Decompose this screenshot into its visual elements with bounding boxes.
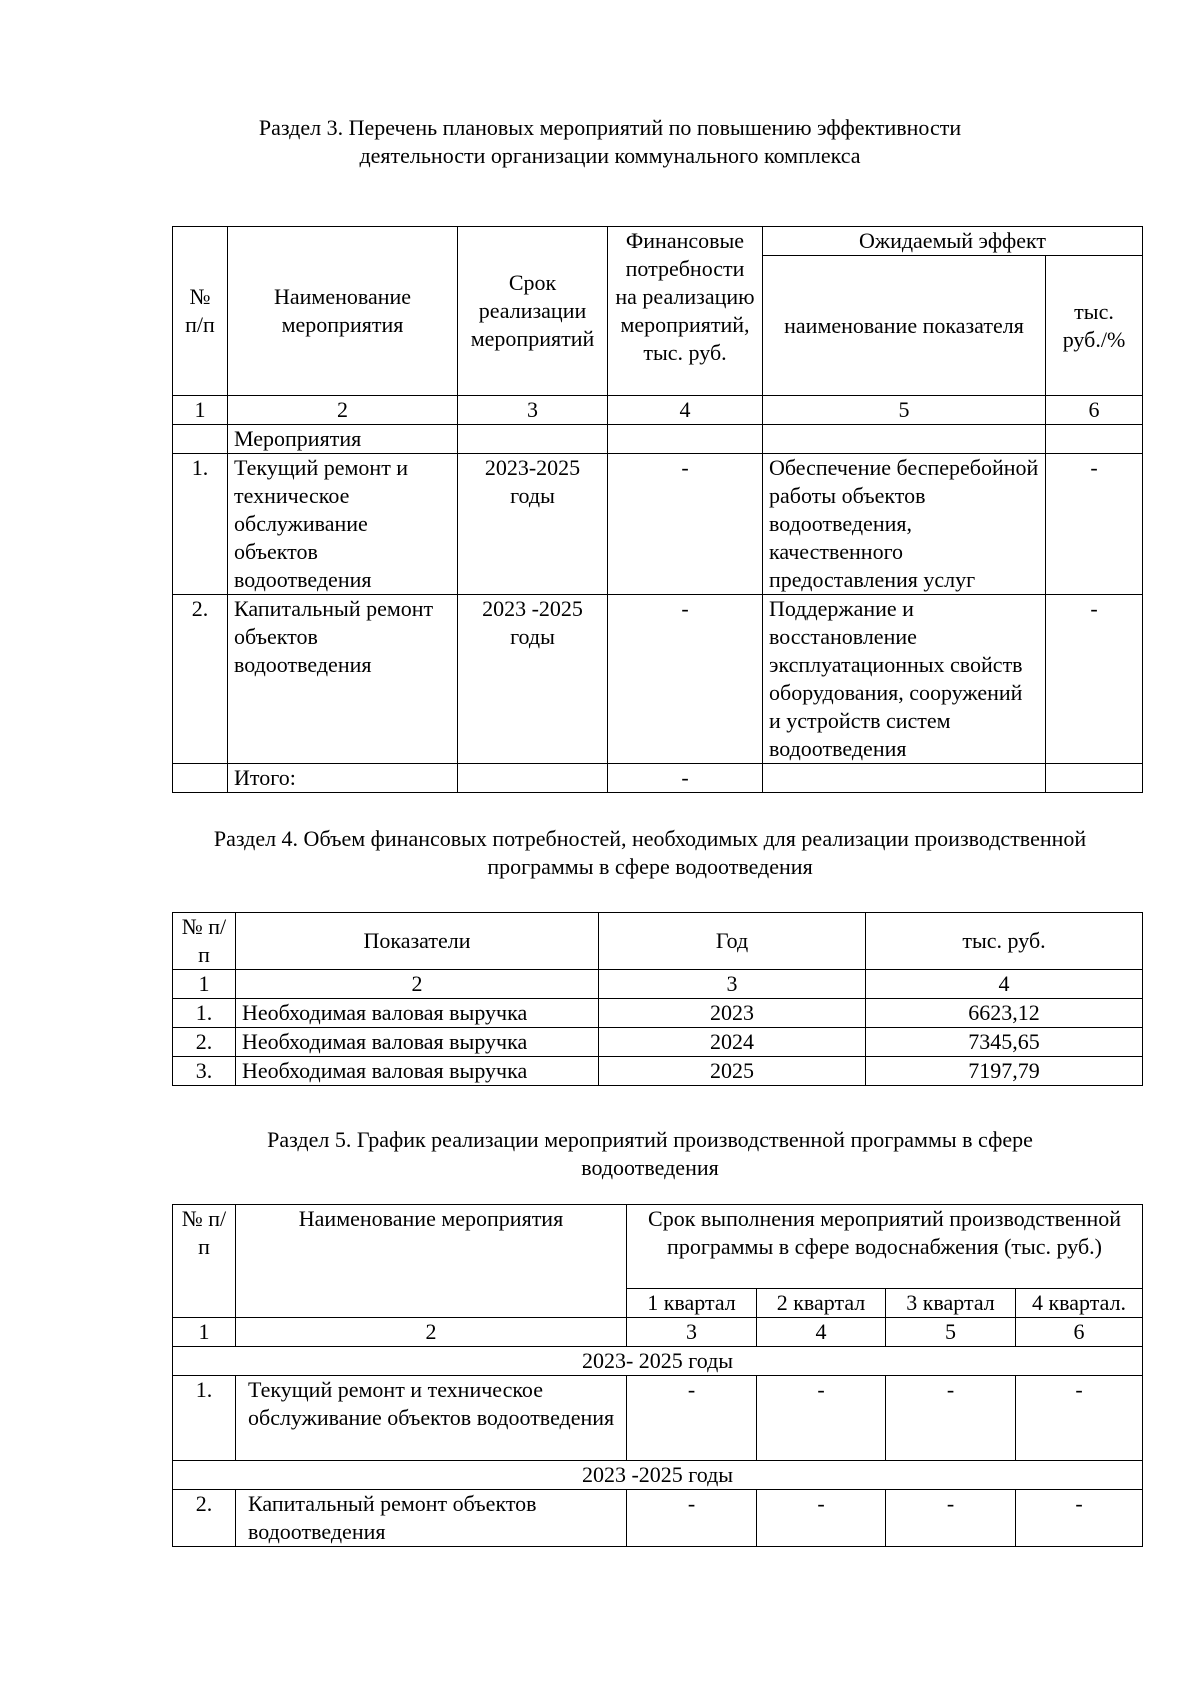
section4-table bbox=[172, 912, 1143, 1086]
row-num: 2. bbox=[173, 1490, 236, 1547]
row-q1: - bbox=[627, 1490, 757, 1547]
s5-header-q3: 3 квартал bbox=[886, 1289, 1016, 1318]
s3-total-finance: - bbox=[608, 764, 763, 793]
table-row bbox=[173, 1057, 1143, 1086]
s5-colnum: 3 bbox=[627, 1318, 757, 1347]
s3-header-finance: Финансовые потребности на реализацию мероприятий, тыс. руб. bbox=[608, 227, 763, 396]
s3-group-label: Мероприятия bbox=[228, 425, 458, 454]
row-amount: 6623,12 bbox=[866, 999, 1143, 1028]
row-year: 2024 bbox=[599, 1028, 866, 1057]
s5-group-row bbox=[173, 1347, 1143, 1376]
s5-header-term: Срок выполнения мероприятий производственной программы в сфере водоснабжения (тыс. руб.) bbox=[627, 1205, 1143, 1289]
row-term: 2023-2025 годы bbox=[458, 454, 608, 595]
s4-col-numbers-row bbox=[173, 970, 1143, 999]
row-q3: - bbox=[886, 1376, 1016, 1461]
row-finance: - bbox=[608, 454, 763, 595]
s3-header-term: Срок реализации мероприятий bbox=[458, 227, 608, 396]
s4-header-amount: тыс. руб. bbox=[866, 913, 1143, 970]
s5-colnum: 4 bbox=[757, 1318, 886, 1347]
row-indicator: Поддержание и восстановление эксплуатационных свойств оборудования, сооружений и устройств систем водоотведения bbox=[763, 595, 1046, 764]
row-year: 2025 bbox=[599, 1057, 866, 1086]
row-name: Необходимая валовая выручка bbox=[236, 1057, 599, 1086]
table-row bbox=[173, 595, 1143, 764]
table-row bbox=[173, 454, 1143, 595]
s4-header-year: Год bbox=[599, 913, 866, 970]
row-value: - bbox=[1046, 454, 1143, 595]
s4-header-indicators: Показатели bbox=[236, 913, 599, 970]
s5-group-label: 2023- 2025 годы bbox=[173, 1347, 1143, 1376]
s4-header-num: № п/п bbox=[173, 913, 236, 970]
s3-header-num: № п/п bbox=[173, 227, 228, 396]
s3-total-label: Итого: bbox=[228, 764, 458, 793]
s5-colnum: 2 bbox=[236, 1318, 627, 1347]
s3-group-row bbox=[173, 425, 1143, 454]
row-name: Капитальный ремонт объектов водоотведения bbox=[236, 1490, 627, 1547]
s3-colnum: 4 bbox=[608, 396, 763, 425]
s3-total-row bbox=[173, 764, 1143, 793]
s5-group-row bbox=[173, 1461, 1143, 1490]
table-row bbox=[173, 1376, 1143, 1461]
s5-colnum: 1 bbox=[173, 1318, 236, 1347]
row-value: - bbox=[1046, 595, 1143, 764]
s3-col-numbers-row bbox=[173, 396, 1143, 425]
s3-header-effect: Ожидаемый эффект bbox=[763, 227, 1143, 256]
section5-table bbox=[172, 1204, 1143, 1547]
row-q3: - bbox=[886, 1490, 1016, 1547]
row-num: 2. bbox=[173, 1028, 236, 1057]
row-year: 2023 bbox=[599, 999, 866, 1028]
s5-colnum: 6 bbox=[1016, 1318, 1143, 1347]
s5-header-q1: 1 квартал bbox=[627, 1289, 757, 1318]
row-name: Текущий ремонт и техническое обслуживание объектов водоотведения bbox=[236, 1376, 627, 1461]
section5-title bbox=[160, 1126, 1140, 1182]
row-q1: - bbox=[627, 1376, 757, 1461]
s4-colnum: 1 bbox=[173, 970, 236, 999]
s3-colnum: 5 bbox=[763, 396, 1046, 425]
section4-title-line1: Раздел 4. Объем финансовых потребностей, необходимых для реализации производственной bbox=[213, 826, 1087, 851]
s4-colnum: 3 bbox=[599, 970, 866, 999]
table-row bbox=[173, 999, 1143, 1028]
section3-title bbox=[160, 114, 1060, 170]
row-q4: - bbox=[1016, 1490, 1143, 1547]
row-num: 3. bbox=[173, 1057, 236, 1086]
s5-header-q4: 4 квартал. bbox=[1016, 1289, 1143, 1318]
row-name: Капитальный ремонт объектов водоотведения bbox=[228, 595, 458, 764]
s5-colnum: 5 bbox=[886, 1318, 1016, 1347]
row-amount: 7345,65 bbox=[866, 1028, 1143, 1057]
row-name: Необходимая валовая выручка bbox=[236, 1028, 599, 1057]
s3-header-name: Наименование мероприятия bbox=[228, 227, 458, 396]
table-row bbox=[173, 1028, 1143, 1057]
section3-title-line2: деятельности организации коммунального комплекса bbox=[359, 143, 861, 168]
row-num: 1. bbox=[173, 1376, 236, 1461]
row-amount: 7197,79 bbox=[866, 1057, 1143, 1086]
row-num: 1. bbox=[173, 999, 236, 1028]
row-indicator: Обеспечение бесперебойной работы объектов водоотведения, качественного предоставления услуг bbox=[763, 454, 1046, 595]
section4-title-line2: программы в сфере водоотведения bbox=[487, 854, 813, 879]
s5-group-label: 2023 -2025 годы bbox=[173, 1461, 1143, 1490]
row-q4: - bbox=[1016, 1376, 1143, 1461]
table-row bbox=[173, 1490, 1143, 1547]
s3-colnum: 3 bbox=[458, 396, 608, 425]
s4-colnum: 4 bbox=[866, 970, 1143, 999]
s3-colnum: 6 bbox=[1046, 396, 1143, 425]
section5-title-line1: Раздел 5. График реализации мероприятий производственной программы в сфере bbox=[267, 1127, 1033, 1152]
s3-colnum: 1 bbox=[173, 396, 228, 425]
s3-colnum: 2 bbox=[228, 396, 458, 425]
s3-header-indicator: наименование показателя bbox=[763, 256, 1046, 396]
section3-title-line1: Раздел 3. Перечень плановых мероприятий по повышению эффективности bbox=[258, 115, 962, 140]
row-finance: - bbox=[608, 595, 763, 764]
section3-table bbox=[172, 226, 1143, 793]
s5-header-name: Наименование мероприятия bbox=[236, 1205, 627, 1318]
s5-col-numbers-row bbox=[173, 1318, 1143, 1347]
row-num: 1. bbox=[173, 454, 228, 595]
section4-title bbox=[140, 825, 1160, 881]
row-term: 2023 -2025 годы bbox=[458, 595, 608, 764]
row-num: 2. bbox=[173, 595, 228, 764]
s3-header-value: тыс. руб./% bbox=[1046, 256, 1143, 396]
section5-title-line2: водоотведения bbox=[581, 1155, 719, 1180]
s4-colnum: 2 bbox=[236, 970, 599, 999]
row-q2: - bbox=[757, 1490, 886, 1547]
row-name: Необходимая валовая выручка bbox=[236, 999, 599, 1028]
row-name: Текущий ремонт и техническое обслуживание объектов водоотведения bbox=[228, 454, 458, 595]
s5-header-num: № п/п bbox=[173, 1205, 236, 1318]
row-q2: - bbox=[757, 1376, 886, 1461]
s5-header-q2: 2 квартал bbox=[757, 1289, 886, 1318]
